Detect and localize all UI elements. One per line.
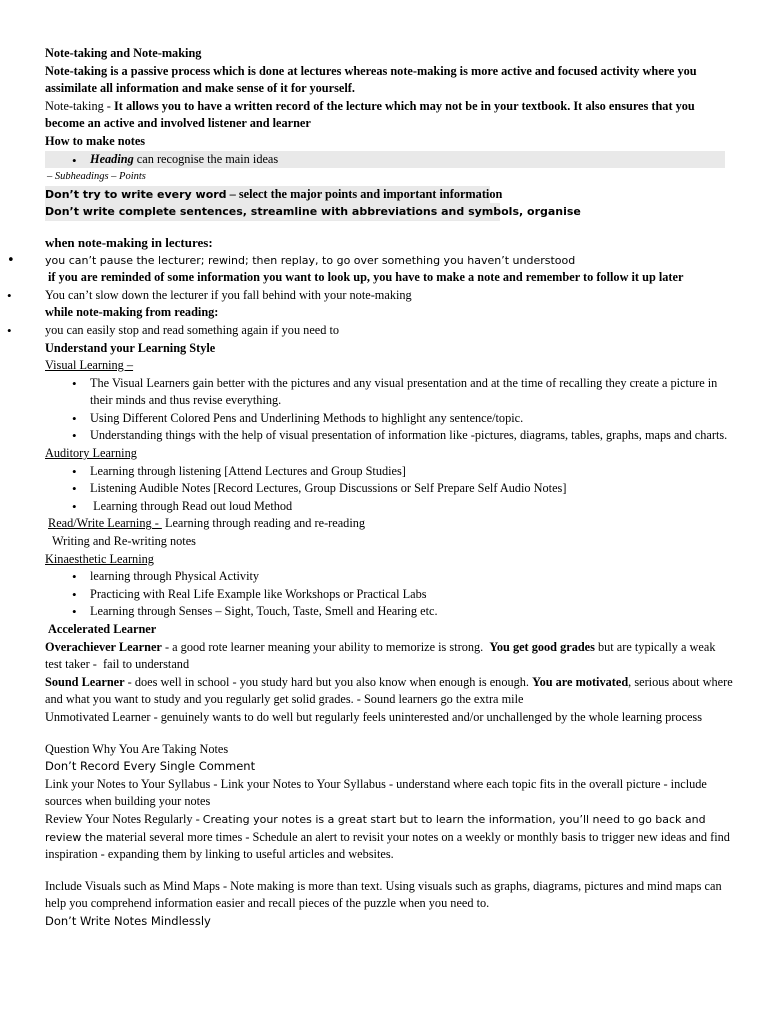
note-taking-text: It allows you to have a written record of the lecture which may not be in your textbook. It also ensures that you become an active and involved listener and learner xyxy=(45,98,695,131)
heading-bullet-row xyxy=(45,151,725,169)
visuals-paragraph: Include Visuals such as Mind Maps - Note making is more than text. Using visuals such as graphs, diagrams, pictures and mind maps can help you comprehend information easier and recall pieces of the puzzle when you need to. xyxy=(45,878,722,911)
kin-item-1: • learning through Physical Activity xyxy=(90,568,735,586)
reading-heading: while note-making from reading: xyxy=(45,305,219,320)
heading-word: Heading xyxy=(90,151,134,166)
dont-every-word-label: Don’t try to write every word xyxy=(45,187,227,201)
lecture-item-2: if you are reminded of some information you want to look up, you have to make a note and remember to follow it up later xyxy=(48,270,684,285)
question-why: Question Why You Are Taking Notes xyxy=(45,741,229,756)
review-label: Review Your Notes Regularly - xyxy=(45,811,203,826)
overachiever-text-1: - a good rote learner meaning your ability to memorize is strong. xyxy=(161,639,490,654)
note-taking-label: Note-taking - xyxy=(45,98,114,113)
link-syllabus-paragraph: Link your Notes to Your Syllabus - Link your Notes to Your Syllabus - understand where each topic fits in the overall picture - include sources when building your notes xyxy=(45,776,707,809)
read-write-line xyxy=(45,515,735,533)
auditory-list xyxy=(45,463,735,516)
overachiever-text-2: but are typically a weak test taker - fail to understand xyxy=(45,639,719,672)
sound-paragraph xyxy=(45,674,735,709)
dont-write-complete: Don’t write complete sentences, streamline with abbreviations and symbols, organise xyxy=(45,203,500,221)
auditory-item-3: • Learning through Read out loud Method xyxy=(90,498,735,516)
overachiever-bold: You get good grades xyxy=(489,639,595,654)
document-body xyxy=(45,45,735,931)
dont-record: Don’t Record Every Single Comment xyxy=(45,759,256,774)
dont-write-every-word xyxy=(45,186,503,204)
visual-list xyxy=(45,375,735,445)
auditory-item-1: • Learning through listening [Attend Lectures and Group Studies] xyxy=(90,463,735,481)
heading-rest: can recognise the main ideas xyxy=(133,151,279,166)
unmotivated-paragraph: Unmotivated Learner - genuinely wants to do well but regularly feels uninterested and/or unchallenged by the whole learning process xyxy=(45,709,702,724)
sound-bold: You are motivated xyxy=(532,674,629,689)
note-taking-paragraph xyxy=(45,98,735,133)
kinaesthetic-list xyxy=(45,568,735,621)
review-rest: material several more times - Schedule an alert to revisit your notes on a weekly or monthly basis to trigger new ideas and find inspiration - expanding them by linking to useful articles and websites. xyxy=(45,829,730,862)
visual-item-2: • Using Different Colored Pens and Underlining Methods to highlight any sentence/topic. xyxy=(90,410,735,428)
overachiever-label: Overachiever Learner xyxy=(45,639,162,654)
kin-item-2: • Practicing with Real Life Example like Workshops or Practical Labs xyxy=(90,586,735,604)
dont-every-word-rest: – select the major points and important information xyxy=(226,186,503,201)
sound-label: Sound Learner xyxy=(45,674,125,689)
overachiever-paragraph xyxy=(45,639,735,674)
reading-item-1: • you can easily stop and read something again if you need to xyxy=(45,322,735,340)
read-write-text: Learning through reading and re-reading xyxy=(161,516,366,531)
dont-write-mindlessly: Don’t Write Notes Mindlessly xyxy=(45,913,211,928)
read-write-heading: Read/Write Learning - xyxy=(48,516,162,531)
how-to-heading: How to make notes xyxy=(45,133,146,148)
lecture-item-3: • You can’t slow down the lecturer if you fall behind with your note-making xyxy=(45,287,735,305)
heading-bullet xyxy=(90,152,278,166)
lectures-heading: when note-making in lectures: xyxy=(45,234,213,250)
spacer xyxy=(45,727,735,741)
visual-item-1: • The Visual Learners gain better with the pictures and any visual presentation and at the time of recalling they create a picture in their minds and thus revise everything. xyxy=(90,375,735,410)
auditory-learning-heading: Auditory Learning xyxy=(45,446,137,461)
read-write-text-2: Writing and Re-writing notes xyxy=(52,534,196,549)
learning-style-heading: Understand your Learning Style xyxy=(45,340,216,355)
visual-item-3: • Understanding things with the help of visual presentation of information like -pictures, diagrams, tables, graphs, maps and charts. xyxy=(90,427,735,445)
subheadings-line: – Subheadings – Points xyxy=(47,171,146,183)
intro-paragraph: Note-taking is a passive process which is done at lectures whereas note-making is more active and focused activity where you assimilate all information and make sense of it for yourself. xyxy=(45,63,697,96)
review-paragraph xyxy=(45,811,735,864)
sound-text-1: - does well in school - you study hard but you also know when enough is enough. xyxy=(124,674,533,689)
spacer xyxy=(45,864,735,878)
kinaesthetic-heading: Kinaesthetic Learning xyxy=(45,551,154,566)
kin-item-3: • Learning through Senses – Sight, Touch, Taste, Smell and Hearing etc. xyxy=(90,603,735,621)
visual-learning-heading: Visual Learning – xyxy=(45,358,134,373)
accelerated-heading: Accelerated Learner xyxy=(48,622,157,636)
sound-text-2: , serious about where and what you want to study and you regularly get solid grades. - Sound learners go the extra mile xyxy=(45,674,733,707)
lecture-item-1: • you can’t pause the lecturer; rewind; then replay, to go over something you haven’t understood xyxy=(45,252,735,270)
auditory-item-2: • Listening Audible Notes [Record Lectures, Group Discussions or Self Prepare Self Audio Notes] xyxy=(90,480,735,498)
review-sans-text: Creating your notes is a great start but to learn the information, you’ll need to go back and review the xyxy=(45,812,706,844)
doc-title: Note-taking and Note-making xyxy=(45,46,202,60)
